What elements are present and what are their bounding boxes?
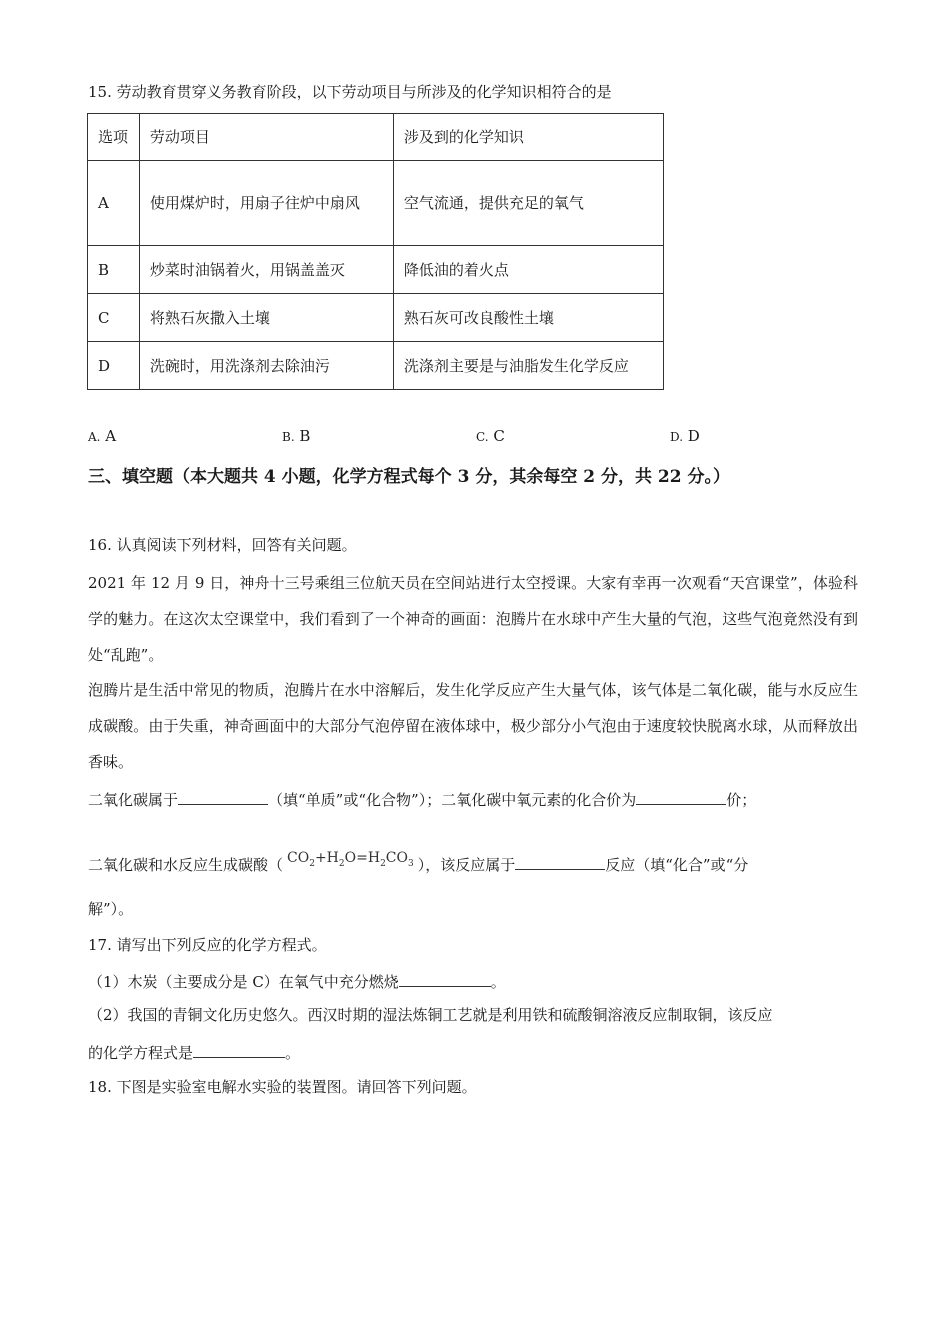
eq-sub: 2 [338, 858, 345, 869]
eq-part: CO [287, 850, 310, 866]
table-row [88, 294, 664, 342]
q17-part1 [88, 970, 506, 992]
header-option: 选项 [88, 114, 140, 161]
q17-stem: 17. 请写出下列反应的化学方程式。 [88, 936, 327, 954]
q16-paragraph-1: 2021 年 12 月 9 日，神舟十三号乘组三位航天员在空间站进行太空授课。大家有幸再一次观看“天宫课堂”，体验科学的魅力。在这次太空课堂中，我们看到了一个神奇的画面：泡腾片在水球中产生大量的气泡，这些气泡竟然没有到处“乱跑”。 [88, 574, 858, 664]
choice-label: D. [670, 430, 684, 444]
table-header-row [88, 114, 664, 161]
eq-part: CO [385, 850, 408, 866]
choice-b[interactable] [282, 427, 310, 445]
header-task: 劳动项目 [139, 114, 393, 161]
row-knowledge: 空气流通，提供充足的氧气 [393, 161, 663, 246]
q17-part2b [88, 1041, 300, 1063]
choice-label: B. [282, 430, 295, 444]
choice-value: A [105, 427, 117, 445]
q15-table [87, 113, 664, 390]
answer-blank-1[interactable] [178, 788, 268, 805]
eq-sub: 3 [408, 858, 414, 869]
chemical-equation [283, 848, 418, 874]
text: 。 [285, 1044, 301, 1062]
choice-label: C. [476, 430, 489, 444]
answer-blank-3[interactable] [515, 853, 605, 870]
q18-stem: 18. 下图是实验室电解水实验的装置图。请回答下列问题。 [88, 1078, 477, 1096]
q16-stem: 16. 认真阅读下列材料，回答有关问题。 [88, 536, 357, 554]
q16-fill-line-2 [88, 848, 748, 875]
section-heading: 三、填空题（本大题共 4 小题，化学方程式每个 3 分，其余每空 2 分，共 22 分。） [88, 467, 730, 487]
text: 二氧化碳属于 [88, 791, 179, 809]
table-row [88, 246, 664, 294]
choice-c[interactable] [476, 427, 505, 445]
eq-part: O=H [344, 850, 381, 866]
row-option: B [88, 246, 140, 294]
text: 二氧化碳和水反应生成碳酸（ [88, 856, 284, 874]
q17-part2: （2）我国的青铜文化历史悠久。西汉时期的湿法炼铜工艺就是利用铁和硫酸铜溶液反应制取铜，该反应 [88, 1006, 773, 1024]
choice-a[interactable] [88, 427, 116, 445]
eq-part: +H [314, 850, 339, 866]
row-task [139, 161, 393, 246]
choice-value: C [493, 427, 505, 445]
row-option: A [88, 161, 140, 246]
q16-tail: 解”）。 [88, 900, 134, 918]
text: 价； [726, 791, 757, 809]
choice-value: D [687, 427, 700, 445]
choice-d[interactable] [670, 427, 700, 445]
text: （1）木炭（主要成分是 C）在氧气中充分燃烧 [88, 973, 399, 991]
row-task: 洗碗时，用洗涤剂去除油污 [139, 342, 393, 390]
q15-stem: 15. 劳动教育贯穿义务教育阶段，以下劳动项目与所涉及的化学知识相符合的是 [88, 83, 612, 101]
text: 。 [490, 973, 506, 991]
header-knowledge: 涉及到的化学知识 [393, 114, 663, 161]
row-task: 将熟石灰撒入土壤 [139, 294, 393, 342]
answer-blank-5[interactable] [193, 1041, 285, 1058]
answer-blank-2[interactable] [636, 788, 726, 805]
eq-sub: 2 [380, 858, 386, 869]
text: 的化学方程式是 [88, 1044, 194, 1062]
row-option: D [88, 342, 140, 390]
row-task-text: 使用煤炉时，用扇子往炉中扇风 [149, 194, 360, 212]
text: 反应（填“化合”或“分 [605, 856, 749, 874]
text: （填“单质”或“化合物”）；二氧化碳中氧元素的化合价为 [268, 791, 637, 809]
answer-blank-4[interactable] [399, 970, 491, 987]
choice-label: A. [88, 430, 101, 444]
choice-value: B [299, 427, 311, 445]
row-knowledge: 熟石灰可改良酸性土壤 [393, 294, 663, 342]
row-knowledge: 降低油的着火点 [393, 246, 663, 294]
row-option: C [88, 294, 140, 342]
table-row [88, 161, 664, 246]
row-knowledge: 洗涤剂主要是与油脂发生化学反应 [393, 342, 663, 390]
q16-paragraph-2: 泡腾片是生活中常见的物质，泡腾片在水中溶解后，发生化学反应产生大量气体，该气体是二氧化碳，能与水反应生成碳酸。由于失重，神奇画面中的大部分气泡停留在液体球中，极少部分小气泡由于速度较快脱离水球，从而释放出香味。 [88, 681, 858, 771]
q16-fill-line-1 [88, 788, 756, 810]
row-task: 炒菜时油锅着火，用锅盖盖灭 [139, 246, 393, 294]
eq-sub: 2 [309, 858, 315, 869]
text: ），该反应属于 [417, 856, 516, 874]
table-row [88, 342, 664, 390]
